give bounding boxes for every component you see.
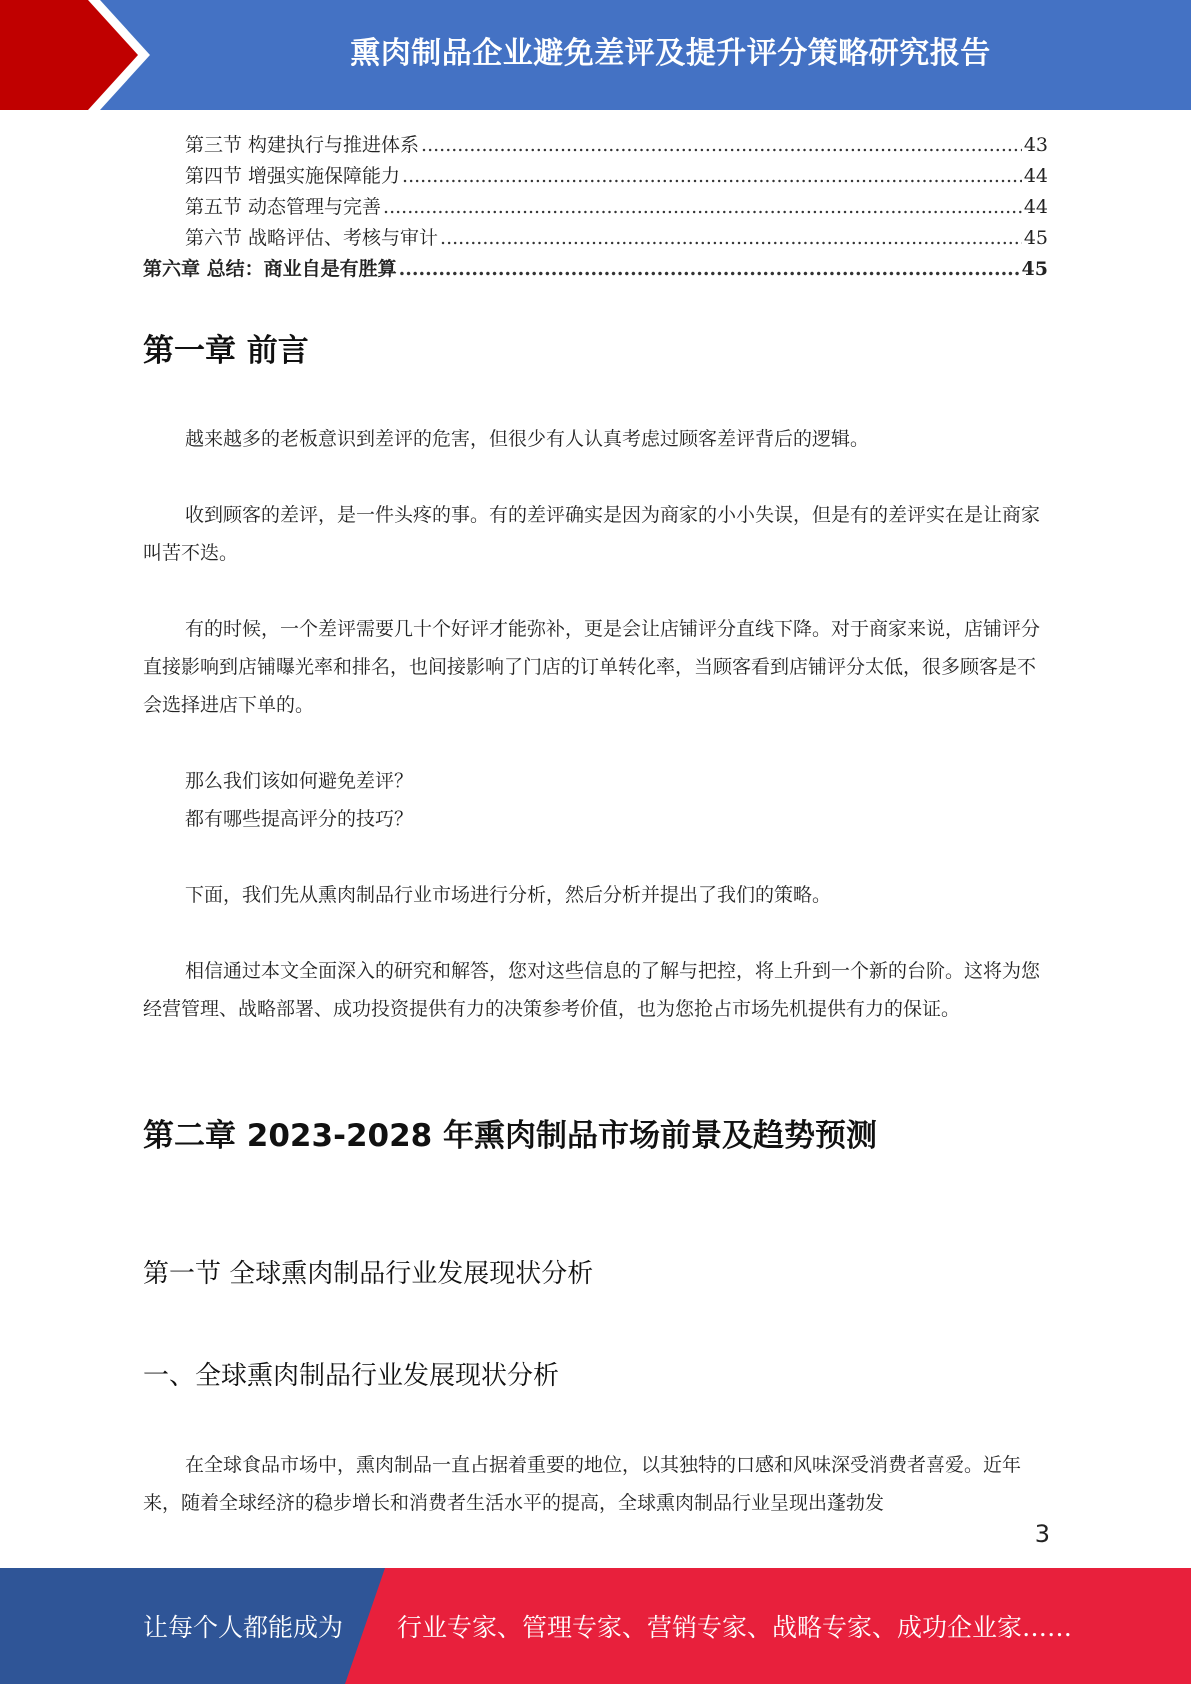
- toc-leader: [402, 165, 1022, 187]
- header-red-arrow-icon: [0, 0, 200, 110]
- toc-item-chapter[interactable]: [143, 254, 1048, 285]
- paragraph: 越来越多的老板意识到差评的危害，但很少有人认真考虑过顾客差评背后的逻辑。: [185, 428, 870, 450]
- toc-item-label: 第六节 战略评估、考核与审计: [185, 227, 439, 249]
- toc-item-page: 45: [1023, 227, 1048, 249]
- toc-item[interactable]: [143, 192, 1048, 223]
- paragraph: 在全球食品市场中，熏肉制品一直占据着重要的地位，以其独特的口感和风味深受消费者喜爱。近年来，随着全球经济的稳步增长和消费者生活水平的提高，全球熏肉制品行业呈现出蓬勃发: [143, 1454, 1022, 1514]
- footer-slogan-right: 行业专家、管理专家、营销专家、战略专家、成功企业家……: [397, 1613, 1073, 1642]
- page-footer: [0, 1568, 1191, 1684]
- toc-item-label: 第三节 构建执行与推进体系: [185, 134, 420, 156]
- toc-item[interactable]: [143, 130, 1048, 161]
- paragraph: 有的时候，一个差评需要几十个好评才能弥补，更是会让店铺评分直线下降。对于商家来说，店铺评分直接影响到店铺曝光率和排名，也间接影响了门店的订单转化率，当顾客看到店铺评分太低，很多顾客是不会选择进店下单的。: [143, 618, 1041, 716]
- paragraph: 都有哪些提高评分的技巧？: [185, 808, 414, 830]
- header-title: 熏肉制品企业避免差评及提升评分策略研究报告: [350, 36, 991, 71]
- toc-item-label: 第四节 增强实施保障能力: [185, 165, 401, 187]
- toc-item-page: 44: [1023, 196, 1048, 218]
- toc-item-page: 43: [1023, 134, 1048, 156]
- toc-item-page: 44: [1023, 165, 1048, 187]
- page-header: [0, 0, 1191, 110]
- table-of-contents: [143, 130, 1048, 285]
- paragraph: 那么我们该如何避免差评？: [185, 770, 414, 792]
- toc-item-page: 45: [1021, 258, 1048, 280]
- toc-item-label: 第六章 总结：商业自是有胜算: [143, 258, 397, 280]
- page-number: 3: [1034, 1520, 1050, 1548]
- subsection-title: 一、全球熏肉制品行业发展现状分析: [143, 1361, 560, 1391]
- toc-leader: [399, 258, 1020, 280]
- chapter-title: 第一章 前言: [143, 333, 309, 369]
- toc-item[interactable]: [143, 223, 1048, 254]
- footer-slogan-left: 让每个人都能成为: [143, 1613, 344, 1642]
- toc-item-label: 第五节 动态管理与完善: [185, 196, 382, 218]
- toc-leader: [421, 134, 1022, 156]
- toc-item[interactable]: [143, 161, 1048, 192]
- toc-leader: [383, 196, 1022, 218]
- section-title: 第一节 全球熏肉制品行业发展现状分析: [143, 1259, 594, 1289]
- toc-leader: [440, 227, 1022, 249]
- chapter-title: 第二章 2023-2028 年熏肉制品市场前景及趋势预测: [143, 1118, 878, 1154]
- paragraph: 收到顾客的差评，是一件头疼的事。有的差评确实是因为商家的小小失误，但是有的差评实在是让商家叫苦不迭。: [143, 504, 1041, 564]
- paragraph: 相信通过本文全面深入的研究和解答，您对这些信息的了解与把控，将上升到一个新的台阶。这将为您经营管理、战略部署、成功投资提供有力的决策参考价值，也为您抢占市场先机提供有力的保证。: [143, 960, 1041, 1020]
- paragraph: 下面，我们先从熏肉制品行业市场进行分析，然后分析并提出了我们的策略。: [185, 884, 832, 906]
